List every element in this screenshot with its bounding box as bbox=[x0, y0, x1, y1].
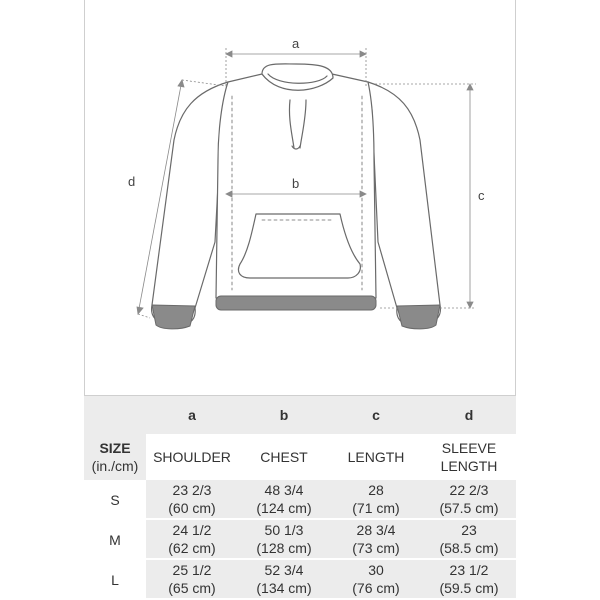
column-letter-b: b bbox=[279, 407, 289, 423]
value-inches: 30 bbox=[368, 562, 384, 578]
value-inches: 52 3/4 bbox=[264, 562, 304, 578]
value-cm: (59.5 cm) bbox=[439, 580, 499, 596]
value-cm: (58.5 cm) bbox=[439, 540, 499, 556]
measurement-cell bbox=[238, 480, 330, 520]
value-inches: 48 3/4 bbox=[264, 482, 304, 498]
dimension-label-a: a bbox=[292, 36, 300, 51]
value-cm: (62 cm) bbox=[168, 540, 216, 556]
letter-header-row bbox=[84, 396, 516, 434]
value-cm: (76 cm) bbox=[352, 580, 400, 596]
value-cm: (134 cm) bbox=[256, 580, 312, 596]
column-letter-c: c bbox=[372, 407, 380, 423]
measurement-cell bbox=[238, 560, 330, 600]
size-row-l bbox=[84, 560, 516, 600]
header-sleeve-length: SLEEVE LENGTH bbox=[422, 434, 516, 480]
value-inches: 28 bbox=[368, 482, 384, 498]
value-inches: 23 bbox=[461, 522, 477, 538]
measurement-cell bbox=[146, 480, 238, 520]
measurement-cell bbox=[330, 560, 422, 600]
value-inches: 23 1/2 bbox=[449, 562, 489, 578]
value-inches: 24 1/2 bbox=[172, 522, 212, 538]
value-cm: (73 cm) bbox=[352, 540, 400, 556]
value-cm: (57.5 cm) bbox=[439, 500, 499, 516]
value-inches: 28 3/4 bbox=[356, 522, 396, 538]
value-cm: (71 cm) bbox=[352, 500, 400, 516]
measurement-cell bbox=[146, 520, 238, 560]
size-chart-table bbox=[84, 396, 516, 600]
value-cm: (124 cm) bbox=[256, 500, 312, 516]
measurement-cell bbox=[238, 520, 330, 560]
value-inches: 23 2/3 bbox=[172, 482, 212, 498]
measurement-cell bbox=[422, 560, 516, 600]
column-letter-d: d bbox=[464, 407, 474, 423]
measurement-cell bbox=[330, 520, 422, 560]
header-length: LENGTH bbox=[330, 434, 422, 480]
size-title: SIZE bbox=[99, 440, 131, 456]
header-chest: CHEST bbox=[238, 434, 330, 480]
dimension-label-d: d bbox=[128, 174, 136, 189]
value-cm: (60 cm) bbox=[168, 500, 216, 516]
dimension-label-c: c bbox=[478, 188, 485, 203]
measurement-cell bbox=[422, 520, 516, 560]
measurement-cell bbox=[422, 480, 516, 520]
measurement-cell bbox=[330, 480, 422, 520]
column-letter-a: a bbox=[188, 407, 196, 423]
dimension-label-b: b bbox=[292, 176, 300, 191]
measurement-cell bbox=[146, 560, 238, 600]
empty-corner bbox=[84, 396, 146, 434]
size-unit: (in./cm) bbox=[91, 458, 139, 474]
value-inches: 22 2/3 bbox=[449, 482, 489, 498]
measure-header-row bbox=[84, 434, 516, 480]
size-header bbox=[84, 434, 146, 480]
size-row-m bbox=[84, 520, 516, 560]
size-cell: S bbox=[84, 480, 146, 520]
value-cm: (128 cm) bbox=[256, 540, 312, 556]
value-inches: 25 1/2 bbox=[172, 562, 212, 578]
size-cell: M bbox=[84, 520, 146, 560]
value-cm: (65 cm) bbox=[168, 580, 216, 596]
size-row-s bbox=[84, 480, 516, 520]
header-shoulder: SHOULDER bbox=[146, 434, 238, 480]
value-inches: 50 1/3 bbox=[264, 522, 304, 538]
size-cell: L bbox=[84, 560, 146, 600]
